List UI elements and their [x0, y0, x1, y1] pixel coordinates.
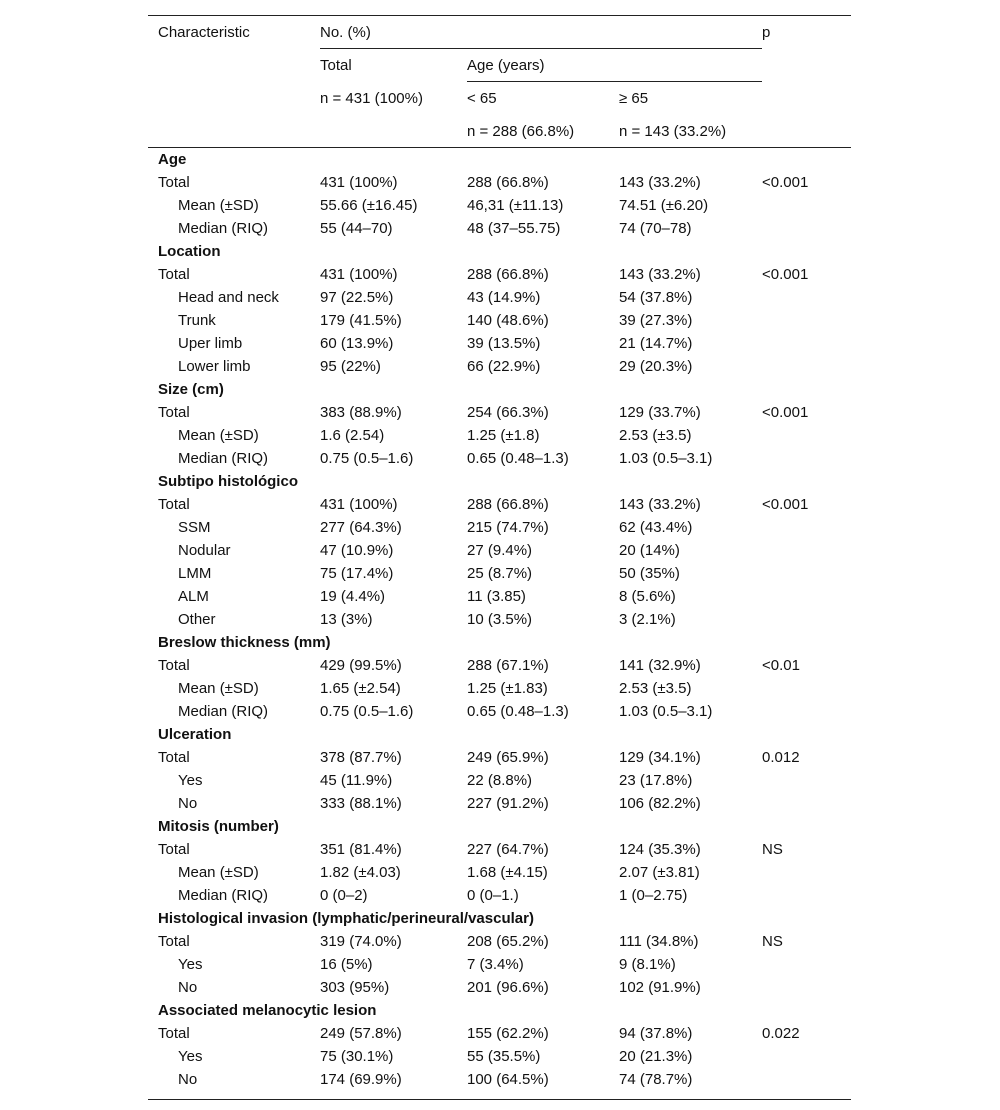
table-row — [148, 769, 851, 792]
row-label: Yes — [178, 772, 203, 789]
row-label: Total — [158, 657, 190, 674]
cell-lt65: 140 (48.6%) — [467, 312, 549, 329]
cell-p — [762, 608, 851, 631]
table-header — [148, 16, 851, 148]
header-total-n: n = 431 (100%) — [320, 89, 423, 107]
cell-lt65: 100 (64.5%) — [467, 1068, 619, 1100]
cell-total: 75 (30.1%) — [320, 1048, 394, 1065]
section-heading: Location — [158, 243, 221, 260]
cell-ge65: 21 (14.7%) — [619, 335, 693, 352]
cell-total: 431 (100%) — [320, 496, 398, 513]
table-row — [148, 332, 851, 355]
row-label: No — [178, 979, 198, 996]
cell-total: 95 (22%) — [320, 358, 381, 375]
cell-lt65: 39 (13.5%) — [467, 335, 541, 352]
cell-lt65: 1.68 (±4.15) — [467, 864, 548, 881]
cell-total: 179 (41.5%) — [320, 312, 402, 329]
table-row — [148, 263, 851, 286]
cell-total: 319 (74.0%) — [320, 933, 402, 950]
cell-p — [762, 217, 851, 240]
section-row — [148, 815, 851, 838]
header-total: Total — [320, 57, 352, 74]
table-row — [148, 194, 851, 217]
section-heading: Associated melanocytic lesion — [158, 1002, 377, 1019]
cell-p — [762, 953, 851, 976]
cell-p — [762, 332, 851, 355]
cell-total: 55 (44–70) — [320, 220, 393, 237]
header-ge65-n: n = 143 (33.2%) — [619, 115, 762, 148]
cell-p — [762, 447, 851, 470]
cell-lt65: 155 (62.2%) — [467, 1025, 549, 1042]
cell-ge65: 2.07 (±3.81) — [619, 864, 700, 881]
cell-ge65: 20 (21.3%) — [619, 1048, 693, 1065]
cell-ge65: 106 (82.2%) — [619, 795, 701, 812]
cell-ge65: 74.51 (±6.20) — [619, 197, 709, 214]
cell-lt65: 0.65 (0.48–1.3) — [467, 450, 569, 467]
section-heading: Age — [158, 151, 187, 168]
cell-total: 0.75 (0.5–1.6) — [320, 450, 414, 467]
cell-p — [762, 792, 851, 815]
cell-lt65: 208 (65.2%) — [467, 933, 549, 950]
table-row — [148, 401, 851, 424]
cell-total: 0 (0–2) — [320, 887, 368, 904]
cell-lt65: 288 (66.8%) — [467, 266, 549, 283]
section-row — [148, 240, 851, 263]
cell-ge65: 1.03 (0.5–3.1) — [619, 450, 713, 467]
cell-lt65: 27 (9.4%) — [467, 542, 533, 559]
cell-total: 333 (88.1%) — [320, 795, 402, 812]
row-label: Total — [158, 749, 190, 766]
row-label: Uper limb — [178, 335, 243, 352]
cell-ge65: 143 (33.2%) — [619, 496, 701, 513]
cell-p: <0.001 — [762, 266, 809, 283]
cell-lt65: 1.25 (±1.8) — [467, 427, 540, 444]
cell-total: 1.65 (±2.54) — [320, 680, 401, 697]
cell-total: 19 (4.4%) — [320, 588, 386, 605]
table-row — [148, 516, 851, 539]
table-row — [148, 930, 851, 953]
row-label: Mean (±SD) — [178, 680, 259, 697]
row-label: Trunk — [178, 312, 216, 329]
cell-p: 0.022 — [762, 1025, 800, 1042]
cell-lt65: 227 (91.2%) — [467, 795, 549, 812]
row-label: Median (RIQ) — [178, 887, 269, 904]
header-no-pct: No. (%) — [320, 16, 762, 49]
cell-ge65: 74 (78.7%) — [619, 1068, 762, 1100]
row-label: Yes — [178, 1048, 203, 1065]
table-row — [148, 677, 851, 700]
section-row — [148, 631, 851, 654]
table-row — [148, 447, 851, 470]
table-row — [148, 953, 851, 976]
cell-total: 383 (88.9%) — [320, 404, 402, 421]
cell-lt65: 55 (35.5%) — [467, 1048, 541, 1065]
header-lt65-n: n = 288 (66.8%) — [467, 115, 619, 148]
table-row — [148, 355, 851, 378]
row-label: Total — [158, 841, 190, 858]
cell-lt65: 201 (96.6%) — [467, 979, 549, 996]
cell-ge65: 2.53 (±3.5) — [619, 680, 692, 697]
cell-ge65: 39 (27.3%) — [619, 312, 693, 329]
row-label: Total — [158, 933, 190, 950]
section-row — [148, 907, 851, 930]
cell-lt65: 288 (66.8%) — [467, 174, 549, 191]
cell-p: <0.001 — [762, 174, 809, 191]
row-label: Other — [178, 611, 216, 628]
cell-total: 303 (95%) — [320, 979, 390, 996]
table-row — [148, 838, 851, 861]
cell-lt65: 249 (65.9%) — [467, 749, 549, 766]
section-row — [148, 723, 851, 746]
cell-ge65: 8 (5.6%) — [619, 588, 676, 605]
cell-ge65: 62 (43.4%) — [619, 519, 693, 536]
cell-total: 97 (22.5%) — [320, 289, 394, 306]
cell-total: 13 (3%) — [320, 611, 373, 628]
table-row — [148, 217, 851, 240]
header-ge65: ≥ 65 — [619, 90, 649, 107]
row-label: Head and neck — [178, 289, 279, 306]
cell-ge65: 141 (32.9%) — [619, 657, 701, 674]
cell-ge65: 124 (35.3%) — [619, 841, 701, 858]
row-label: Lower limb — [178, 358, 251, 375]
table-row — [148, 424, 851, 447]
cell-total: 174 (69.9%) — [320, 1068, 467, 1100]
cell-p — [762, 976, 851, 999]
cell-p — [762, 769, 851, 792]
cell-p — [762, 700, 851, 723]
cell-p — [762, 884, 851, 907]
cell-ge65: 143 (33.2%) — [619, 266, 701, 283]
row-label: LMM — [178, 565, 212, 582]
characteristics-table — [148, 15, 851, 1100]
table-row — [148, 309, 851, 332]
cell-total: 75 (17.4%) — [320, 565, 394, 582]
cell-lt65: 254 (66.3%) — [467, 404, 549, 421]
section-heading: Breslow thickness (mm) — [158, 634, 331, 651]
cell-total: 431 (100%) — [320, 174, 398, 191]
cell-lt65: 48 (37–55.75) — [467, 220, 561, 237]
cell-total: 429 (99.5%) — [320, 657, 402, 674]
row-label: SSM — [178, 519, 211, 536]
cell-lt65: 10 (3.5%) — [467, 611, 533, 628]
cell-p — [762, 355, 851, 378]
header-lt65: < 65 — [467, 90, 497, 107]
cell-ge65: 1 (0–2.75) — [619, 887, 688, 904]
cell-p — [762, 516, 851, 539]
table-row — [148, 976, 851, 999]
cell-lt65: 11 (3.85) — [467, 588, 526, 605]
cell-ge65: 2.53 (±3.5) — [619, 427, 692, 444]
table-row — [148, 171, 851, 194]
cell-total: 0.75 (0.5–1.6) — [320, 703, 414, 720]
row-label: Mean (±SD) — [178, 864, 259, 881]
cell-p — [762, 424, 851, 447]
cell-total: 1.82 (±4.03) — [320, 864, 401, 881]
cell-lt65: 215 (74.7%) — [467, 519, 549, 536]
cell-p — [762, 585, 851, 608]
cell-ge65: 20 (14%) — [619, 542, 680, 559]
row-label: Total — [158, 1025, 190, 1042]
table-row — [148, 884, 851, 907]
row-label: Yes — [178, 956, 203, 973]
section-row — [148, 999, 851, 1022]
table-row — [148, 493, 851, 516]
table-row — [148, 286, 851, 309]
table-body — [148, 148, 851, 1100]
cell-p — [762, 677, 851, 700]
row-label: Nodular — [178, 542, 231, 559]
cell-total: 60 (13.9%) — [320, 335, 394, 352]
cell-total: 45 (11.9%) — [320, 772, 393, 789]
section-row — [148, 378, 851, 401]
header-age-years: Age (years) — [467, 49, 762, 82]
cell-lt65: 25 (8.7%) — [467, 565, 533, 582]
characteristics-table-container — [148, 15, 851, 1100]
section-row — [148, 470, 851, 493]
cell-p: <0.001 — [762, 496, 809, 513]
cell-total: 249 (57.8%) — [320, 1025, 402, 1042]
cell-p: <0.001 — [762, 404, 809, 421]
cell-p — [762, 562, 851, 585]
header-p: p — [762, 16, 851, 49]
cell-p: 0.012 — [762, 749, 800, 766]
cell-lt65: 66 (22.9%) — [467, 358, 541, 375]
row-label: Total — [158, 174, 190, 191]
cell-ge65: 102 (91.9%) — [619, 979, 701, 996]
table-row — [148, 1068, 851, 1100]
cell-lt65: 7 (3.4%) — [467, 956, 524, 973]
table-row — [148, 1045, 851, 1068]
cell-lt65: 288 (66.8%) — [467, 496, 549, 513]
cell-total: 16 (5%) — [320, 956, 373, 973]
cell-lt65: 0.65 (0.48–1.3) — [467, 703, 569, 720]
cell-ge65: 1.03 (0.5–3.1) — [619, 703, 713, 720]
table-row — [148, 1022, 851, 1045]
section-heading: Subtipo histológico — [158, 473, 298, 490]
row-label: Total — [158, 496, 190, 513]
cell-ge65: 23 (17.8%) — [619, 772, 693, 789]
row-label: Median (RIQ) — [178, 220, 269, 237]
table-row — [148, 861, 851, 884]
table-row — [148, 562, 851, 585]
cell-ge65: 143 (33.2%) — [619, 174, 701, 191]
cell-p — [762, 539, 851, 562]
cell-total: 431 (100%) — [320, 266, 398, 283]
cell-ge65: 129 (34.1%) — [619, 749, 701, 766]
cell-total: 351 (81.4%) — [320, 841, 402, 858]
header-characteristic: Characteristic — [148, 16, 320, 49]
cell-p — [762, 309, 851, 332]
cell-lt65: 227 (64.7%) — [467, 841, 549, 858]
table-row — [148, 700, 851, 723]
cell-ge65: 29 (20.3%) — [619, 358, 693, 375]
cell-ge65: 129 (33.7%) — [619, 404, 701, 421]
row-label: No — [178, 795, 198, 812]
row-label: Mean (±SD) — [178, 197, 259, 214]
row-label: Median (RIQ) — [178, 703, 269, 720]
cell-lt65: 46,31 (±11.13) — [467, 197, 564, 214]
cell-p: NS — [762, 841, 783, 858]
cell-p — [762, 286, 851, 309]
cell-total: 1.6 (2.54) — [320, 427, 385, 444]
table-row — [148, 792, 851, 815]
cell-ge65: 3 (2.1%) — [619, 611, 676, 628]
cell-p: NS — [762, 933, 783, 950]
cell-p — [762, 1045, 851, 1068]
table-row — [148, 539, 851, 562]
cell-lt65: 22 (8.8%) — [467, 772, 533, 789]
table-row — [148, 608, 851, 631]
section-heading: Ulceration — [158, 726, 232, 743]
table-row — [148, 585, 851, 608]
table-row — [148, 746, 851, 769]
cell-lt65: 288 (67.1%) — [467, 657, 549, 674]
section-heading: Size (cm) — [158, 381, 224, 398]
cell-p — [762, 861, 851, 884]
cell-ge65: 50 (35%) — [619, 565, 680, 582]
cell-lt65: 43 (14.9%) — [467, 289, 541, 306]
row-label: No — [148, 1068, 320, 1100]
cell-ge65: 111 (34.8%) — [619, 933, 699, 950]
cell-ge65: 54 (37.8%) — [619, 289, 693, 306]
row-label: Total — [158, 266, 190, 283]
cell-p: <0.01 — [762, 657, 800, 674]
table-row — [148, 654, 851, 677]
section-heading: Mitosis (number) — [158, 818, 279, 835]
cell-lt65: 0 (0–1.) — [467, 887, 519, 904]
row-label: Median (RIQ) — [178, 450, 269, 467]
cell-ge65: 9 (8.1%) — [619, 956, 676, 973]
cell-total: 378 (87.7%) — [320, 749, 402, 766]
section-heading: Histological invasion (lymphatic/perineural/vascular) — [158, 910, 534, 927]
cell-total: 47 (10.9%) — [320, 542, 394, 559]
cell-p — [762, 194, 851, 217]
section-row — [148, 148, 851, 172]
cell-ge65: 94 (37.8%) — [619, 1025, 693, 1042]
cell-total: 55.66 (±16.45) — [320, 197, 418, 214]
row-label: Total — [158, 404, 190, 421]
cell-total: 277 (64.3%) — [320, 519, 402, 536]
cell-p — [762, 1068, 851, 1100]
row-label: ALM — [178, 588, 209, 605]
cell-ge65: 74 (70–78) — [619, 220, 692, 237]
cell-lt65: 1.25 (±1.83) — [467, 680, 548, 697]
row-label: Mean (±SD) — [178, 427, 259, 444]
